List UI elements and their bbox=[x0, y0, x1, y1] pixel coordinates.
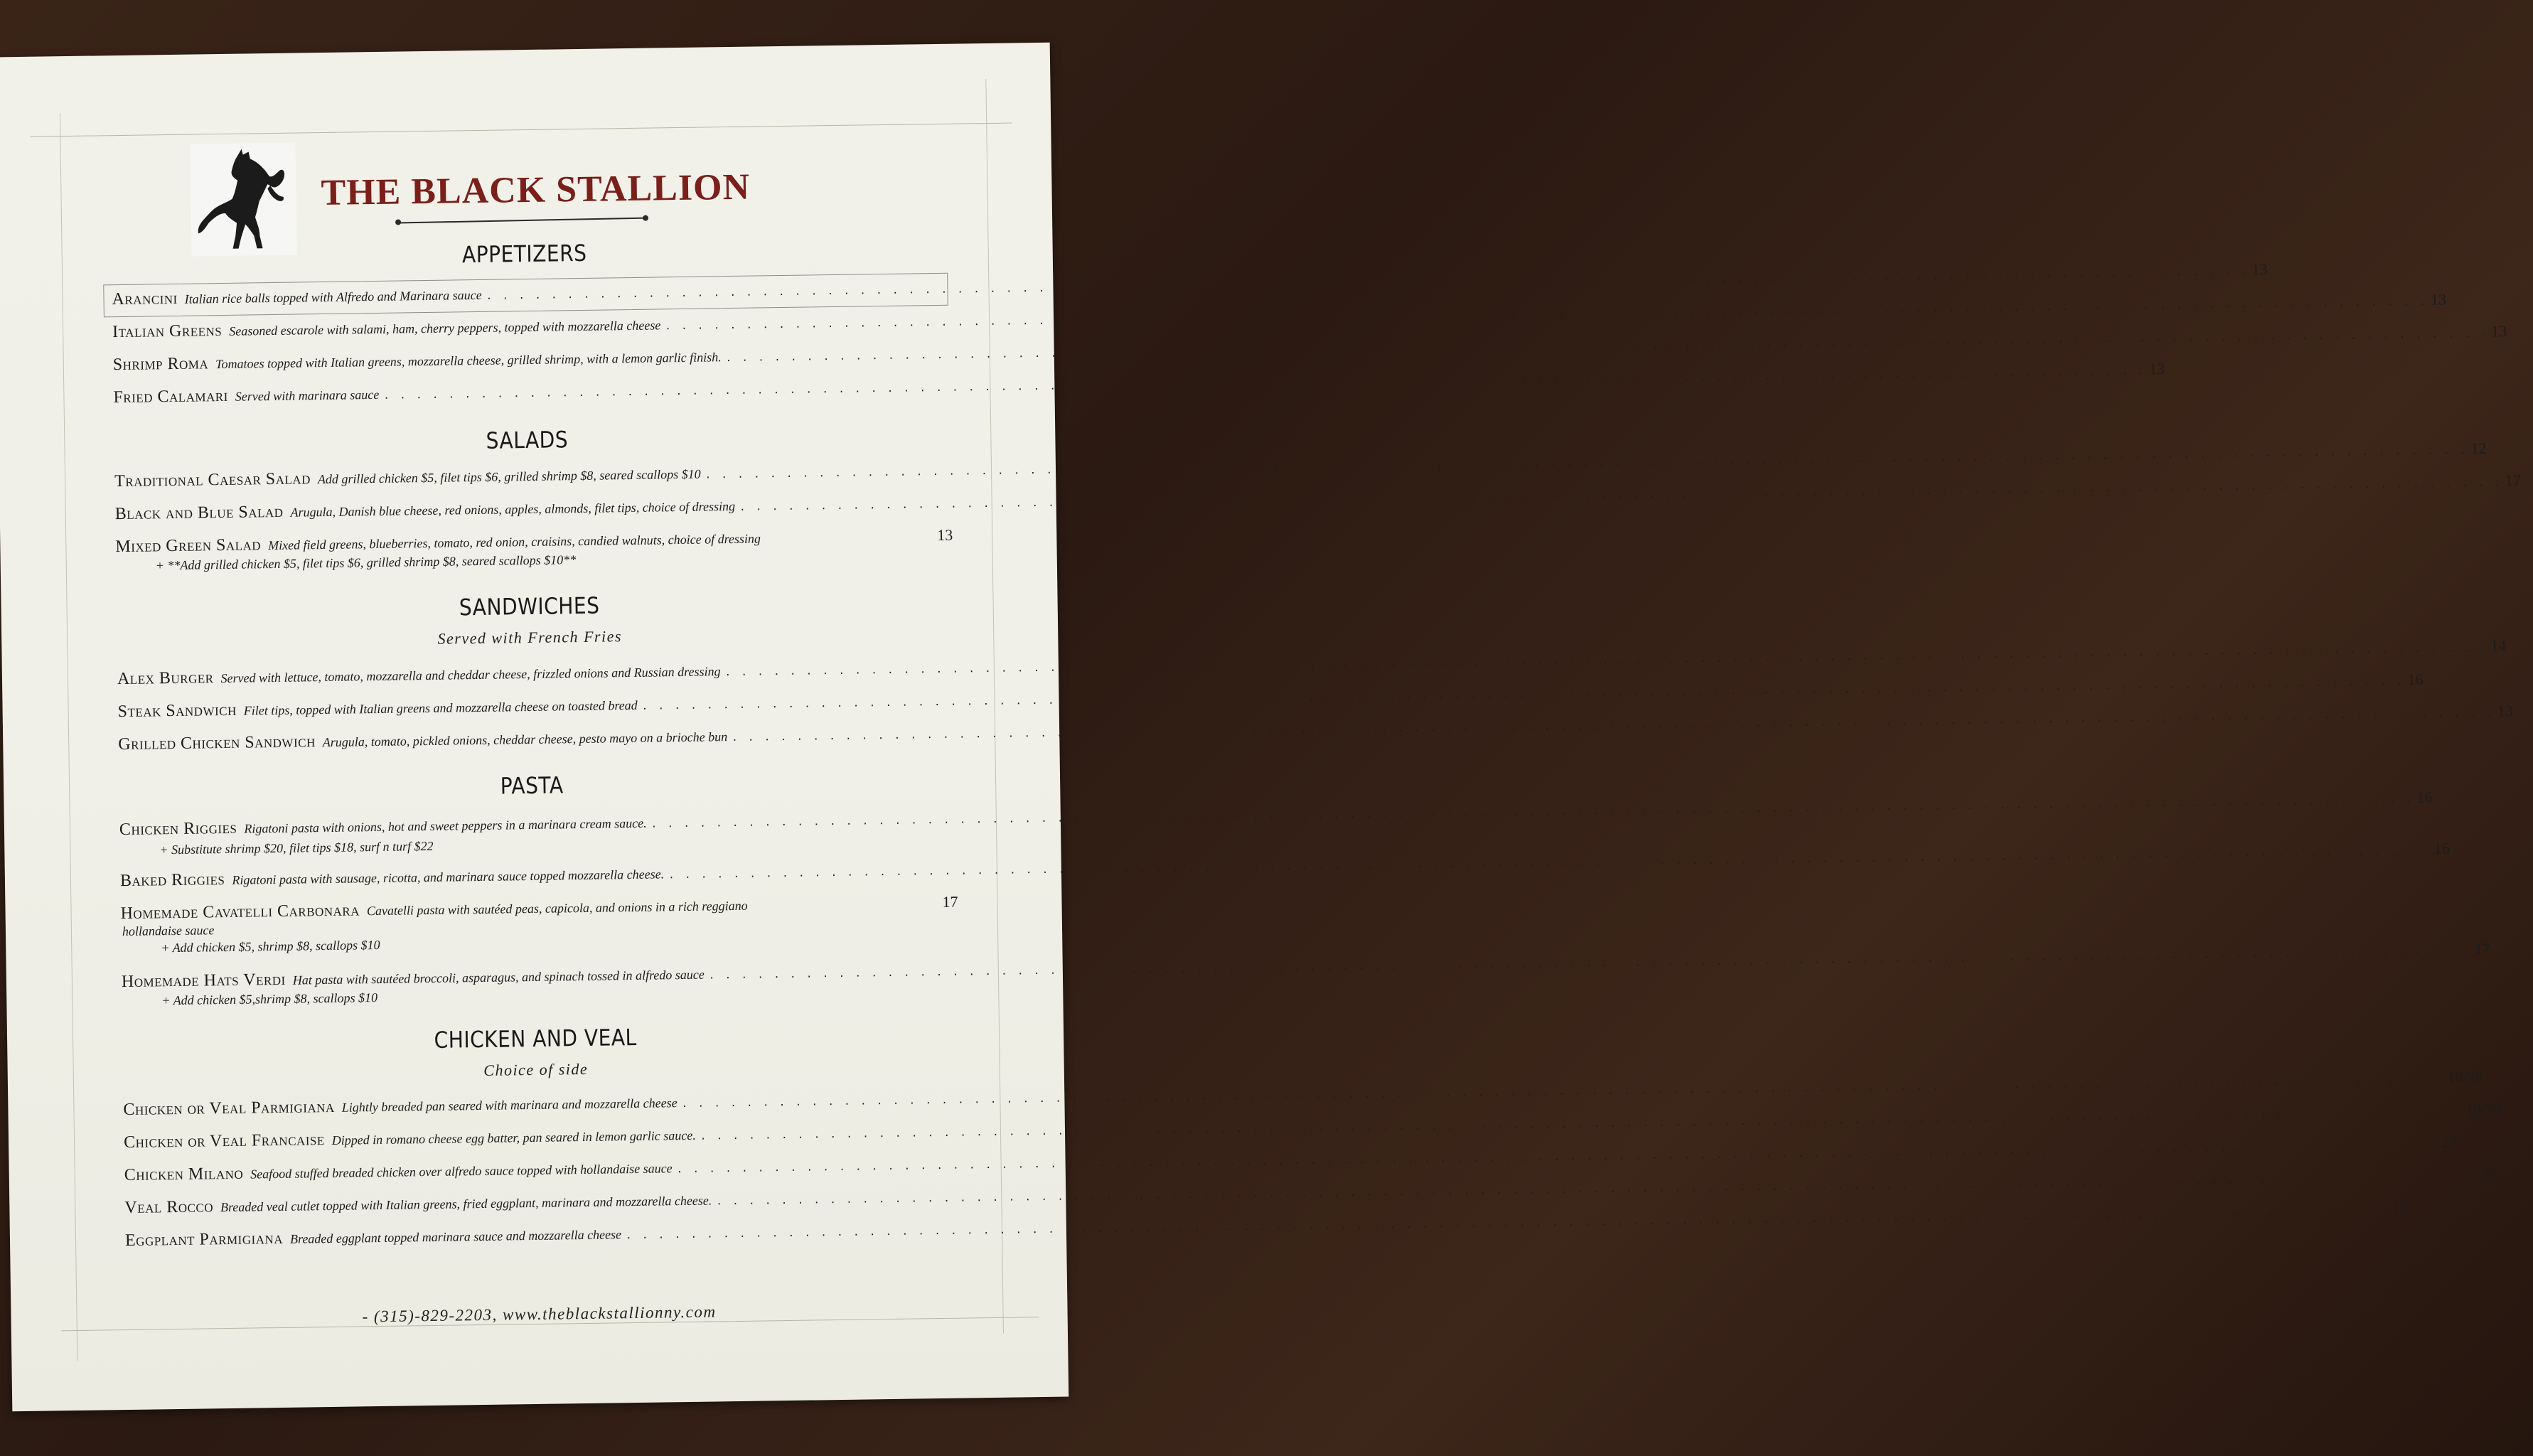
item-price: 18/20 bbox=[2447, 1067, 2483, 1086]
item-addon-note: + Substitute shrimp $20, filet tips $18, surf n turf $22 bbox=[159, 838, 434, 857]
item-description: Mixed field greens, blueberries, tomato, red onion, craisins, candied walnuts, choice of dressing bbox=[267, 531, 761, 553]
item-description: Arugula, tomato, pickled onions, cheddar cheese, pesto mayo on a brioche bun bbox=[322, 729, 728, 750]
item-description: Cavatelli pasta with sautéed peas, capicola, and onions in a rich reggiano bbox=[366, 898, 748, 919]
item-name: Chicken Milano bbox=[124, 1164, 244, 1185]
leader-dots bbox=[709, 946, 2472, 982]
item-description-continued: hollandaise sauce bbox=[122, 923, 215, 939]
leader-dots bbox=[651, 794, 2414, 830]
item-name: Italian Greens bbox=[112, 321, 223, 342]
item-description: Rigatoni pasta with onions, hot and sweet peppers in a marinara cream sauce. bbox=[244, 815, 647, 836]
item-price: 13 bbox=[2430, 290, 2447, 309]
contact-footer[interactable]: - (315)-829-2203, www.theblackstallionny.com bbox=[362, 1302, 717, 1326]
item-description: Breaded eggplant topped marinara sauce and mozzarella cheese bbox=[289, 1227, 622, 1246]
leader-dots bbox=[668, 845, 2431, 882]
item-description: Served with marinara sauce bbox=[235, 387, 380, 404]
item-description: Dipped in romano cheese egg batter, pan seared in lemon garlic sauce. bbox=[331, 1128, 696, 1147]
item-price: 17 bbox=[2505, 471, 2521, 490]
item-addon-note: + Add chicken $5,shrimp $8, scallops $10 bbox=[161, 990, 378, 1008]
leader-dots bbox=[682, 1074, 2445, 1110]
section-title-chicken-and-veal: CHICKEN AND VEAL bbox=[434, 1023, 637, 1054]
leader-dots bbox=[724, 643, 2488, 679]
item-price: 16 bbox=[2416, 788, 2433, 806]
section-title-appetizers: APPETIZERS bbox=[461, 239, 587, 269]
item-name: Veal Rocco bbox=[124, 1197, 214, 1218]
item-addon-note: + **Add grilled chicken $5, filet tips $6, grilled shrimp $8, seared scallops $10** bbox=[155, 552, 577, 573]
leader-dots bbox=[739, 477, 2502, 513]
leader-dots bbox=[486, 266, 2249, 302]
item-description: Hat pasta with sautéed broccoli, asparagus, and spinach tossed in alfredo sauce bbox=[292, 967, 705, 987]
item-price: 14 bbox=[2490, 636, 2507, 655]
title-underline bbox=[394, 215, 650, 227]
item-name: Alex Burger bbox=[117, 668, 214, 689]
leader-dots bbox=[626, 1206, 2389, 1242]
item-description: Breaded veal cutlet topped with Italian greens, fried eggplant, marinara and mozzarella cheese. bbox=[220, 1193, 712, 1215]
item-name: Shrimp Roma bbox=[112, 354, 209, 375]
section-subtitle: Served with French Fries bbox=[437, 627, 623, 648]
item-price: 12 bbox=[2470, 439, 2487, 457]
item-description: Seafood stuffed breaded chicken over alfredo sauce topped with hollandaise sauce bbox=[250, 1161, 673, 1182]
item-name: Chicken or Veal Parmigiana bbox=[123, 1097, 335, 1120]
frame-line-left bbox=[60, 113, 78, 1361]
item-price: 16 bbox=[2433, 839, 2451, 857]
item-name: Black and Blue Salad bbox=[114, 502, 284, 524]
item-description: Tomatoes topped with Italian greens, mozzarella cheese, grilled shrimp, with a lemon garlic finish. bbox=[215, 350, 722, 372]
leader-dots bbox=[705, 445, 2468, 481]
item-name: Arancini bbox=[112, 289, 178, 309]
rearing-horse-icon bbox=[191, 143, 297, 257]
item-name: Eggplant Parmigiana bbox=[124, 1228, 284, 1251]
item-name: Grilled Chicken Sandwich bbox=[118, 732, 316, 754]
leader-dots bbox=[716, 1172, 2479, 1208]
item-price: 13 bbox=[2251, 259, 2268, 279]
item-price: 13 bbox=[2491, 322, 2507, 341]
restaurant-name: THE BLACK STALLION bbox=[321, 166, 751, 214]
item-price: 23 bbox=[2481, 1165, 2498, 1184]
item-description: Arugula, Danish blue cheese, red onions, apples, almonds, filet tips, choice of dressing bbox=[290, 498, 736, 520]
leader-dots bbox=[642, 676, 2405, 712]
leader-dots bbox=[732, 707, 2495, 744]
menu-item bbox=[115, 526, 953, 557]
item-price: 21 bbox=[2442, 1133, 2458, 1152]
item-description: Filet tips, topped with Italian greens and mozzarella cheese on toasted bread bbox=[243, 697, 638, 718]
item-price: 16 bbox=[2407, 670, 2424, 689]
item-price: 13 bbox=[2148, 359, 2165, 378]
item-price: 17 bbox=[942, 892, 958, 911]
item-name: Baked Riggies bbox=[119, 870, 225, 891]
item-price: 17 bbox=[2474, 939, 2490, 958]
item-price: 13 bbox=[2497, 702, 2514, 720]
item-name: Fried Calamari bbox=[113, 386, 228, 407]
item-name: Chicken or Veal Francaise bbox=[123, 1130, 325, 1152]
item-name: Homemade Hats Verdi bbox=[121, 970, 286, 992]
item-name: Homemade Cavatelli Carbonara bbox=[120, 901, 360, 924]
item-name: Chicken Riggies bbox=[119, 818, 237, 840]
frame-line-top bbox=[30, 122, 1012, 136]
section-subtitle: Choice of side bbox=[483, 1059, 589, 1079]
item-description: Lightly breaded pan seared with marinara and mozzarella cheese bbox=[341, 1096, 678, 1115]
menu-sheet bbox=[0, 43, 2521, 1412]
section-title-pasta: PASTA bbox=[500, 771, 564, 800]
item-name: Steak Sandwich bbox=[117, 700, 237, 722]
leader-dots bbox=[677, 1140, 2440, 1176]
item-description: Seasoned escarole with salami, ham, cherry peppers, topped with mozzarella cheese bbox=[229, 318, 661, 338]
section-title-sandwiches: SANDWICHES bbox=[459, 592, 600, 621]
item-description: Add grilled chicken $5, filet tips $6, grilled shrimp $8, seared scallops $10 bbox=[317, 466, 701, 487]
item-price: 15 bbox=[2391, 1199, 2408, 1218]
leader-dots bbox=[383, 365, 2146, 402]
section-title-salads: SALADS bbox=[486, 426, 569, 454]
item-description: Italian rice balls topped with Alfredo and Marinara sauce bbox=[184, 287, 482, 306]
leader-dots bbox=[700, 1106, 2463, 1142]
item-addon-note: + Add chicken $5, shrimp $8, scallops $10 bbox=[161, 937, 380, 956]
menu-item bbox=[120, 893, 958, 924]
item-name: Mixed Green Salad bbox=[115, 535, 262, 557]
item-name: Traditional Caesar Salad bbox=[114, 469, 311, 491]
item-price: 18/20 bbox=[2465, 1100, 2502, 1119]
menu-item bbox=[119, 788, 2433, 840]
item-description: Served with lettuce, tomato, mozzarella and cheddar cheese, frizzled onions and Russian dressing bbox=[220, 664, 721, 686]
item-price: 13 bbox=[937, 525, 953, 544]
item-description: Rigatoni pasta with sausage, ricotta, and marinara sauce topped mozzarella cheese. bbox=[232, 867, 665, 887]
